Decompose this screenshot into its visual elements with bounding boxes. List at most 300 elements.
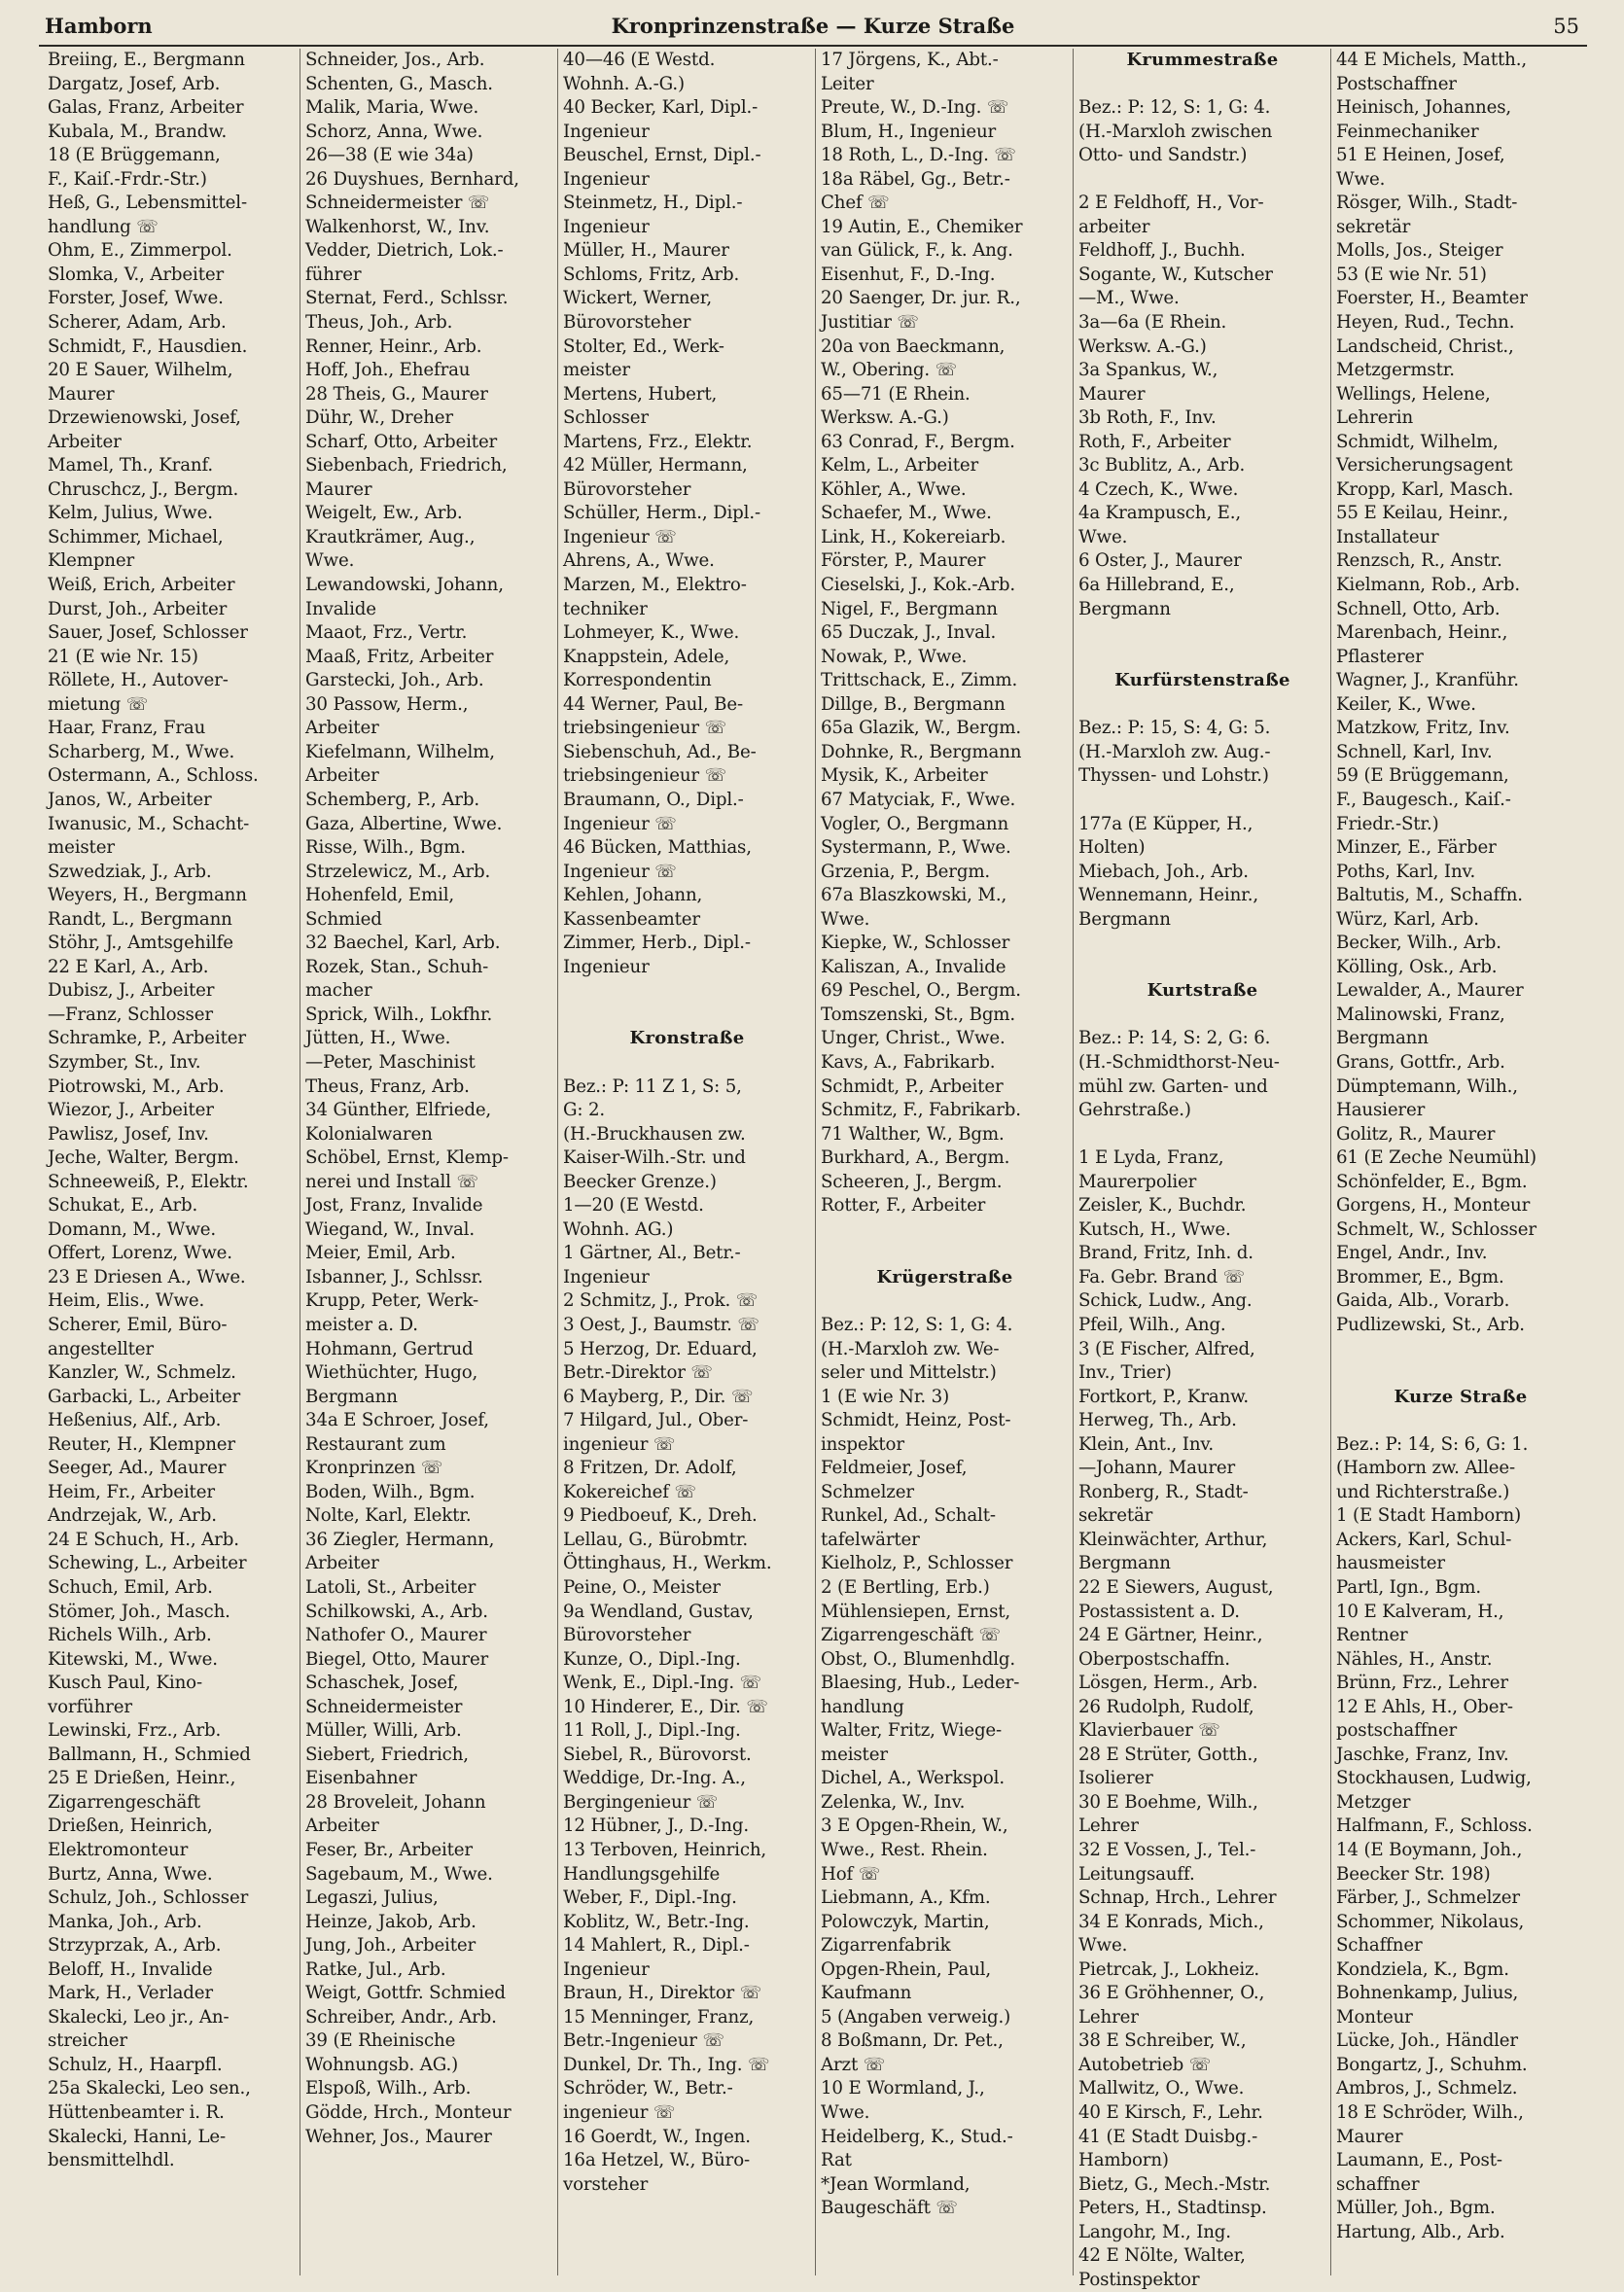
directory-entry: Dümptemann, Wilh., [1336, 1075, 1518, 1097]
directory-entry: 51 E Heinen, Josef, [1336, 145, 1505, 166]
directory-entry: Bürovorsteher [563, 478, 691, 500]
directory-entry: Zigarrenfabrik [821, 1935, 951, 1957]
directory-entry: Schuch, Emil, Arb. [48, 1577, 213, 1598]
directory-entry: 28 E Strüter, Gotth., [1078, 1744, 1258, 1765]
directory-entry: Kelm, L., Arbeiter [821, 455, 979, 476]
directory-entry: Schewing, L., Arbeiter [48, 1553, 247, 1574]
directory-entry: 34 Günther, Elfriede, [305, 1100, 492, 1121]
directory-entry: Zelenka, W., Inv. [821, 1791, 966, 1813]
street-heading: Kurtstraße [1147, 980, 1258, 1002]
directory-entry: Skalecki, Hanni, Le- [48, 2126, 226, 2147]
directory-entry: Scharf, Otto, Arbeiter [305, 431, 498, 452]
directory-entry: macher [305, 980, 372, 1002]
directory-entry: (H.-Schmidthorst-Neu- [1078, 1051, 1280, 1073]
directory-entry: Janos, W., Arbeiter [48, 789, 212, 810]
directory-entry: Jaschke, Franz, Inv. [1336, 1744, 1509, 1765]
directory-entry: Schemberg, P., Arb. [305, 789, 479, 810]
directory-entry: Wohnh. A.-G.) [563, 73, 685, 94]
directory-entry: vorsteher [563, 2173, 649, 2195]
directory-entry: Peine, O., Meister [563, 1577, 721, 1598]
directory-entry: Eisenbahner [305, 1768, 417, 1789]
directory-entry: Garbacki, L., Arbeiter [48, 1386, 241, 1407]
directory-entry: Mallwitz, O., Wwe. [1078, 2078, 1245, 2099]
directory-entry: Forster, Josef, Wwe. [48, 288, 224, 309]
directory-entry: Feser, Br., Arbeiter [305, 1840, 473, 1861]
directory-entry: 8 Fritzen, Dr. Adolf, [563, 1458, 737, 1479]
directory-entry: Schulz, H., Haarpfl. [48, 2054, 223, 2075]
directory-entry: hausmeister [1336, 1553, 1445, 1574]
directory-entry: Peters, H., Stadtinsp. [1078, 2198, 1267, 2219]
directory-entry: meister [821, 1744, 888, 1765]
directory-entry: techniker [563, 598, 648, 619]
street-heading: Kronstraße [629, 1028, 745, 1049]
directory-entry: 3c Bublitz, A., Arb. [1078, 455, 1246, 476]
directory-entry: Korrespondentin [563, 670, 712, 691]
directory-entry: 3 Oest, J., Baumstr. ☏ [563, 1314, 759, 1335]
directory-entry: Lösgen, Herm., Arb. [1078, 1673, 1258, 1694]
directory-entry: Kielholz, P., Schlosser [821, 1553, 1013, 1574]
directory-entry: Sprick, Wilh., Lokfhr. [305, 1004, 493, 1025]
directory-entry: Jütten, H., Wwe. [305, 1028, 451, 1049]
directory-entry: Schneidermeister ☏ [305, 193, 490, 214]
header-street-range: Kronprinzenstraße — Kurze Straße [611, 14, 1015, 38]
directory-entry: triebsingenieur ☏ [563, 718, 727, 739]
directory-entry: Tomszenski, St., Bgm. [821, 1004, 1016, 1025]
directory-entry: Bez.: P: 14, S: 6, G: 1. [1336, 1433, 1529, 1455]
directory-entry: Zeisler, K., Buchdr. [1078, 1195, 1247, 1217]
directory-entry: vorführer [48, 1696, 132, 1717]
directory-entry: Szwedziak, J., Arb. [48, 861, 212, 882]
directory-entry: Hof ☏ [821, 1863, 881, 1885]
directory-entry: Schmidt, Wilhelm, [1336, 431, 1499, 452]
directory-entry: Leiter [821, 73, 874, 94]
directory-entry: inspektor [821, 1433, 904, 1455]
directory-entry: 1—20 (E Westd. [563, 1195, 704, 1217]
directory-entry: 6a Hillebrand, E., [1078, 575, 1235, 596]
directory-entry: Rentner [1336, 1625, 1408, 1646]
directory-entry: Schneeweiß, P., Elektr. [48, 1171, 249, 1192]
directory-entry: 32 Baechel, Karl, Arb. [305, 933, 501, 954]
directory-entry: handlung ☏ [48, 216, 159, 237]
directory-entry: Unger, Christ., Wwe. [821, 1028, 1006, 1049]
directory-entry: Wellings, Helene, [1336, 383, 1491, 405]
page-number: 55 [1553, 15, 1579, 38]
directory-entry: 13 Terboven, Heinrich, [563, 1840, 767, 1861]
spacer [1078, 789, 1326, 813]
directory-entry: Wehner, Jos., Maurer [305, 2126, 492, 2147]
directory-entry: Pietrcak, J., Lokheiz. [1078, 1958, 1260, 1980]
directory-entry: van Gülick, F., k. Ang. [821, 240, 1013, 262]
directory-entry: Wwe., Rest. Rhein. [821, 1840, 988, 1861]
directory-entry: Ackers, Karl, Schul- [1336, 1529, 1512, 1550]
directory-entry: Elektromonteur [48, 1840, 189, 1861]
directory-entry: Schnell, Otto, Arb. [1336, 598, 1500, 619]
directory-entry: 4a Krampusch, E., [1078, 503, 1242, 524]
directory-entry: Schulz, Joh., Schlosser [48, 1887, 249, 1909]
directory-entry: Dargatz, Josef, Arb. [48, 73, 221, 94]
directory-entry: Preute, W., D.-Ing. ☏ [821, 97, 1009, 119]
directory-entry: Minzer, E., Färber [1336, 837, 1497, 859]
directory-entry: Siebert, Friedrich, [305, 1744, 469, 1765]
directory-entry: Gaza, Albertine, Wwe. [305, 813, 503, 834]
directory-entry: Marenbach, Heinr., [1336, 622, 1508, 644]
directory-entry: Kelm, Julius, Wwe. [48, 503, 213, 524]
directory-entry: Ahrens, A., Wwe. [563, 550, 715, 572]
directory-entry: Schmelt, W., Schlosser [1336, 1218, 1536, 1240]
directory-entry: Wwe. [305, 550, 355, 572]
directory-entry: Gaida, Alb., Vorarb. [1336, 1290, 1510, 1312]
directory-entry: Ballmann, H., Schmied [48, 1744, 251, 1765]
directory-entry: Chef ☏ [821, 193, 890, 214]
directory-entry: Ingenieur [563, 1958, 650, 1980]
directory-entry: Weiß, Erich, Arbeiter [48, 575, 235, 596]
directory-entry: Isbanner, J., Schlssr. [305, 1266, 483, 1287]
directory-entry: Justitiar ☏ [821, 312, 920, 334]
directory-entry: 34 E Konrads, Mich., [1078, 1911, 1264, 1932]
directory-entry: G: 2. [563, 1100, 606, 1121]
directory-entry: Scherer, Adam, Arb. [48, 312, 227, 334]
directory-entry: Klempner [48, 550, 135, 572]
directory-entry: arbeiter [1078, 216, 1150, 237]
directory-entry: Kiepke, W., Schlosser [821, 933, 1010, 954]
directory-entry: Heinisch, Johannes, [1336, 97, 1512, 119]
directory-entry: 67a Blaszkowski, M., [821, 885, 1007, 906]
directory-entry: Burkhard, A., Bergm. [821, 1147, 1010, 1169]
directory-entry: Schröder, W., Betr.- [563, 2078, 733, 2099]
directory-entry: Renzsch, R., Anstr. [1336, 550, 1502, 572]
directory-entry: Invalide [305, 598, 376, 619]
directory-entry: Kondziela, K., Bgm. [1336, 1958, 1509, 1980]
directory-entry: Ingenieur [563, 956, 650, 977]
directory-entry: Bürovorsteher [563, 312, 691, 334]
directory-entry: Becker, Wilh., Arb. [1336, 933, 1501, 954]
directory-entry: Heßenius, Alf., Arb. [48, 1410, 222, 1431]
directory-entry: Hohenfeld, Emil, [305, 885, 455, 906]
directory-entry: (Hamborn zw. Allee- [1336, 1458, 1515, 1479]
directory-entry: Nähles, H., Anstr. [1336, 1648, 1493, 1670]
directory-entry: Legaszi, Julius, [305, 1887, 439, 1909]
directory-entry: Sternat, Ferd., Schlssr. [305, 288, 509, 309]
directory-entry: mietung ☏ [48, 693, 149, 715]
directory-entry: Biegel, Otto, Maurer [305, 1648, 489, 1670]
directory-entry: meister a. D. [305, 1314, 418, 1335]
directory-entry: Trittschack, E., Zimm. [821, 670, 1018, 691]
directory-entry: Ingenieur ☏ [563, 861, 677, 882]
directory-entry: 25 E Drießen, Heinr., [48, 1768, 236, 1789]
directory-entry: meister [563, 360, 630, 381]
directory-entry: 22 E Karl, A., Arb. [48, 956, 209, 977]
directory-entry: 4 Czech, K., Wwe. [1078, 478, 1239, 500]
directory-entry: Sagebaum, M., Wwe. [305, 1863, 493, 1885]
directory-entry: Ingenieur ☏ [563, 813, 677, 834]
directory-entry: Pfeil, Wilh., Ang. [1078, 1314, 1226, 1335]
directory-entry: Dillge, B., Bergmann [821, 693, 1006, 715]
directory-entry: Laumann, E., Post- [1336, 2150, 1502, 2171]
directory-entry: Polowczyk, Martin, [821, 1911, 990, 1932]
directory-entry: 9a Wendland, Gustav, [563, 1601, 754, 1622]
directory-entry: Garstecki, Joh., Arb. [305, 670, 484, 691]
directory-entry: sekretär [1078, 1505, 1153, 1527]
directory-entry: 8 Boßmann, Dr. Pet., [821, 2030, 1004, 2052]
directory-entry: Bongartz, J., Schuhm. [1336, 2054, 1528, 2075]
directory-entry: Werksw. A.-G.) [1078, 335, 1207, 357]
directory-entry: Werksw. A.-G.) [821, 407, 949, 429]
directory-entry: streicher [48, 2030, 127, 2052]
street-heading: Krügerstraße [876, 1266, 1013, 1287]
directory-entry: Bez.: P: 12, S: 1, G: 4. [1078, 97, 1271, 119]
directory-entry: Nowak, P., Wwe. [821, 646, 968, 667]
street-heading: Kurze Straße [1394, 1386, 1528, 1407]
directory-entry: Schneider, Jos., Arb. [305, 50, 485, 70]
directory-entry: Postassistent a. D. [1078, 1601, 1240, 1622]
directory-entry: Kavs, A., Fabrikarb. [821, 1051, 996, 1073]
directory-entry: Lehrer [1078, 2006, 1139, 2028]
directory-entry: 3a—6a (E Rhein. [1078, 312, 1227, 334]
directory-entry: Hüttenbeamter i. R. [48, 2102, 225, 2124]
directory-entry: Weigt, Gottfr. Schmied [305, 1983, 506, 2004]
directory-entry: Handlungsgehilfe [563, 1863, 721, 1885]
directory-entry: 20a von Baeckmann, [821, 335, 1006, 357]
directory-entry: Offert, Lorenz, Wwe. [48, 1243, 232, 1264]
directory-entry: Bez.: P: 11 Z 1, S: 5, [563, 1075, 742, 1097]
directory-entry: Kokereichef ☏ [563, 1481, 697, 1502]
directory-entry: Dunkel, Dr. Th., Ing. ☏ [563, 2054, 770, 2075]
directory-entry: Monteur [1336, 2006, 1413, 2028]
directory-entry: Schaffner [1336, 1935, 1423, 1957]
spacer [1078, 73, 1326, 97]
directory-entry: Baltutis, M., Schaffn. [1336, 885, 1523, 906]
directory-entry: Herweg, Th., Arb. [1078, 1410, 1237, 1431]
directory-entry: Arbeiter [305, 765, 379, 787]
directory-entry: Maurer [305, 478, 372, 500]
directory-entry: Nolte, Karl, Elektr. [305, 1505, 472, 1527]
directory-entry: Malik, Maria, Wwe. [305, 97, 479, 119]
directory-entry: Dubisz, J., Arbeiter [48, 980, 215, 1002]
directory-entry: Walter, Fritz, Wiege- [821, 1720, 1003, 1742]
directory-entry: Schmidt, P., Arbeiter [821, 1075, 1004, 1097]
directory-entry: Inv., Trier) [1078, 1362, 1172, 1384]
directory-entry: W., Obering. ☏ [821, 360, 958, 381]
directory-entry: Burtz, Anna, Wwe. [48, 1863, 213, 1885]
directory-entry: Risse, Wilh., Bgm. [305, 837, 466, 859]
directory-entry: Bietz, G., Mech.-Mstr. [1078, 2173, 1271, 2195]
directory-entry: 11 Roll, J., Dipl.-Ing. [563, 1720, 741, 1742]
directory-entry: Maurerpolier [1078, 1171, 1197, 1192]
directory-entry: Wickert, Werner, [563, 288, 712, 309]
directory-entry: Schreiber, Andr., Arb. [305, 2006, 497, 2028]
directory-entry: Wennemann, Heinr., [1078, 885, 1258, 906]
directory-entry: Arbeiter [305, 718, 379, 739]
directory-entry: 5 Herzog, Dr. Eduard, [563, 1338, 758, 1359]
directory-entry: 17 Jörgens, K., Abt.- [821, 50, 999, 70]
directory-entry: Nigel, F., Bergmann [821, 598, 998, 619]
directory-entry: Malinowski, Franz, [1336, 1004, 1505, 1025]
directory-entry: Otto- und Sandstr.) [1078, 145, 1248, 166]
directory-entry: Mysik, K., Arbeiter [821, 765, 988, 787]
directory-entry: Braun, H., Direktor ☏ [563, 1983, 762, 2004]
directory-entry: Eisenhut, F., D.-Ing. [821, 264, 996, 285]
directory-entry: Bergingenieur ☏ [563, 1791, 719, 1813]
directory-entry: Poths, Karl, Inv. [1336, 861, 1476, 882]
directory-entry: 2 E Feldhoff, H., Vor- [1078, 193, 1264, 214]
directory-entry: Opgen-Rhein, Paul, [821, 1958, 991, 1980]
directory-entry: Kutsch, H., Wwe. [1078, 1218, 1231, 1240]
directory-entry: Ingenieur ☏ [563, 526, 677, 547]
directory-entry: Schnap, Hrch., Lehrer [1078, 1887, 1277, 1909]
directory-entry: 40 Becker, Karl, Dipl.- [563, 97, 759, 119]
directory-entry: Meier, Emil, Arb. [305, 1243, 456, 1264]
directory-entry: 22 E Siewers, August, [1078, 1577, 1274, 1598]
directory-entry: Lewinski, Frz., Arb. [48, 1720, 222, 1742]
directory-entry: Maaß, Fritz, Arbeiter [305, 646, 494, 667]
directory-entry: Würz, Karl, Arb. [1336, 908, 1479, 930]
directory-entry: 10 E Wormland, J., [821, 2078, 985, 2099]
spacer [1336, 1361, 1585, 1386]
directory-entry: 18a Räbel, Gg., Betr.- [821, 168, 1010, 190]
directory-entry: Schmied [305, 908, 382, 930]
directory-entry: Walkenhorst, W., Inv. [305, 216, 490, 237]
directory-entry: 2 Schmitz, J., Prok. ☏ [563, 1290, 759, 1312]
directory-entry: 5 (Angaben verweig.) [821, 2006, 1011, 2028]
directory-entry: Drießen, Heinrich, [48, 1816, 213, 1837]
directory-entry: meister [48, 837, 115, 859]
directory-entry: Isolierer [1078, 1768, 1153, 1789]
directory-entry: Domann, M., Wwe. [48, 1218, 216, 1240]
directory-entry: 14 (E Boymann, Joh., [1336, 1840, 1523, 1861]
directory-entry: Iwanusic, M., Schacht- [48, 813, 250, 834]
directory-entry: Koblitz, W., Betr.-Ing. [563, 1911, 750, 1932]
directory-entry: Weber, F., Dipl.-Ing. [563, 1887, 737, 1909]
directory-entry: Theus, Franz, Arb. [305, 1075, 470, 1097]
directory-entry: Schaschek, Josef, [305, 1673, 459, 1694]
directory-entry: Richels Wilh., Arb. [48, 1625, 212, 1646]
directory-entry: 20 Saenger, Dr. jur. R., [821, 288, 1021, 309]
directory-entry: Wohnh. AG.) [563, 1218, 674, 1240]
directory-entry: Wwe. [821, 908, 870, 930]
directory-entry: 40 E Kirsch, F., Lehr. [1078, 2102, 1263, 2124]
directory-entry: Restaurant zum [305, 1433, 446, 1455]
directory-entry: Braumann, O., Dipl.- [563, 789, 744, 810]
directory-entry: Dichel, A., Werkspol. [821, 1768, 1005, 1789]
directory-entry: Beloff, H., Invalide [48, 1958, 213, 1980]
directory-entry: Roth, F., Arbeiter [1078, 431, 1231, 452]
directory-entry: Krupp, Peter, Werk- [305, 1290, 479, 1312]
directory-entry: —Peter, Maschinist [305, 1051, 476, 1073]
street-heading: Kurfürstenstraße [1114, 670, 1290, 691]
directory-entry: 1 Gärtner, Al., Betr.- [563, 1243, 741, 1264]
directory-entry: 23 E Driesen A., Wwe. [48, 1266, 246, 1287]
directory-entry: Elspoß, Wilh., Arb. [305, 2078, 472, 2099]
directory-entry: Beecker Grenze.) [563, 1171, 717, 1192]
directory-entry: Bez.: P: 15, S: 4, G: 5. [1078, 718, 1271, 739]
directory-entry: Haar, Franz, Frau [48, 718, 206, 739]
directory-entry: 19 Autin, E., Chemiker [821, 216, 1023, 237]
directory-entry: Installateur [1336, 526, 1439, 547]
directory-entry: 30 E Boehme, Wilh., [1078, 1791, 1258, 1813]
directory-entry: 42 E Nölte, Walter, [1078, 2245, 1246, 2267]
directory-entry: Manka, Joh., Arb. [48, 1911, 202, 1932]
directory-entry: Mark, H., Verlader [48, 1983, 213, 2004]
directory-entry: 16 Goerdt, W., Ingen. [563, 2126, 751, 2147]
directory-entry: 46 Bücken, Matthias, [563, 837, 752, 859]
directory-entry: (H.-Marxloh zw. We- [821, 1338, 1000, 1359]
directory-entry: 25a Skalecki, Leo sen., [48, 2078, 251, 2099]
directory-entry: führer [305, 264, 362, 285]
directory-entry: Partl, Ign., Bgm. [1336, 1577, 1482, 1598]
directory-entry: Skalecki, Leo jr., An- [48, 2006, 229, 2028]
directory-entry: Feldmeier, Josef, [821, 1458, 968, 1479]
directory-entry: Boden, Wilh., Bgm. [305, 1481, 476, 1502]
directory-entry: Hausierer [1336, 1100, 1426, 1121]
directory-entry: Ratke, Jul., Arb. [305, 1958, 446, 1980]
directory-entry: Runkel, Ad., Schalt- [821, 1505, 996, 1527]
directory-entry: Pawlisz, Josef, Inv. [48, 1123, 209, 1145]
directory-entry: Grzenia, P., Bergm. [821, 861, 991, 882]
directory-entry: Wwe. [1078, 526, 1128, 547]
directory-entry: Blum, H., Ingenieur [821, 121, 997, 142]
directory-entry: Ingenieur [563, 121, 650, 142]
directory-entry: Dohnke, R., Bergmann [821, 741, 1022, 762]
directory-entry: *Jean Wormland, [821, 2173, 971, 2195]
directory-entry: Bergmann [1078, 1553, 1171, 1574]
directory-entry: (H.-Marxloh zwischen [1078, 121, 1273, 142]
directory-entry: Hohmann, Gertrud [305, 1338, 474, 1359]
directory-entry: 34a E Schroer, Josef, [305, 1410, 489, 1431]
directory-entry: Brünn, Frz., Lehrer [1336, 1673, 1508, 1694]
directory-entry: Rösger, Wilh., Stadt- [1336, 193, 1518, 214]
directory-entry: Mertens, Hubert, [563, 383, 718, 405]
directory-entry: Schommer, Nikolaus, [1336, 1911, 1525, 1932]
directory-entry: Nathofer O., Maurer [305, 1625, 487, 1646]
directory-entry: Fa. Gebr. Brand ☏ [1078, 1266, 1246, 1287]
directory-entry: Röllete, H., Autover- [48, 670, 229, 691]
directory-entry: Galas, Franz, Arbeiter [48, 97, 244, 119]
directory-entry: Szymber, St., Inv. [48, 1051, 201, 1073]
directory-entry: 32 E Vossen, J., Tel.- [1078, 1840, 1256, 1861]
directory-entry: Kanzler, W., Schmelz. [48, 1362, 236, 1384]
directory-entry: 65 Duczak, J., Inval. [821, 622, 997, 644]
directory-entry: Färber, J., Schmelzer [1336, 1887, 1520, 1909]
directory-entry: Kaliszan, A., Invalide [821, 956, 1006, 977]
directory-column-6 [1331, 49, 1589, 2275]
directory-entry: 41 (E Stadt Duisbg.- [1078, 2126, 1258, 2147]
directory-entry: Kielmann, Rob., Arb. [1336, 575, 1520, 596]
directory-entry: Sauer, Josef, Schlosser [48, 622, 248, 644]
street-heading: Krummestraße [1126, 50, 1279, 70]
directory-entry: Molls, Jos., Steiger [1336, 240, 1503, 262]
directory-entry: Slomka, V., Arbeiter [48, 264, 225, 285]
directory-entry: Obst, O., Blumenhdlg. [821, 1648, 1016, 1670]
directory-entry: Durst, Joh., Arbeiter [48, 598, 228, 619]
directory-entry: Weyers, H., Bergmann [48, 885, 247, 906]
directory-entry: Stolter, Ed., Werk- [563, 335, 724, 357]
directory-entry: Jeche, Walter, Bergm. [48, 1147, 239, 1169]
directory-entry: postschaffner [1336, 1720, 1457, 1742]
directory-entry: Heim, Fr., Arbeiter [48, 1481, 215, 1502]
directory-entry: Engel, Andr., Inv. [1336, 1243, 1488, 1264]
directory-entry: nerei und Install ☏ [305, 1171, 479, 1192]
directory-entry: Siebel, R., Bürovorst. [563, 1744, 752, 1765]
directory-entry: Chruschcz, J., Bergm. [48, 478, 239, 500]
directory-entry: 12 Hübner, J., D.-Ing. [563, 1816, 749, 1837]
spacer [1078, 1004, 1326, 1028]
directory-entry: 40—46 (E Westd. [563, 50, 716, 70]
directory-entry: Autobetrieb ☏ [1078, 2054, 1212, 2075]
directory-entry: und Richterstraße.) [1336, 1481, 1510, 1502]
directory-entry: Schloms, Fritz, Arb. [563, 264, 740, 285]
directory-entry: 18 E Schröder, Wilh., [1336, 2102, 1524, 2124]
directory-entry: 2 (E Bertling, Erb.) [821, 1577, 990, 1598]
